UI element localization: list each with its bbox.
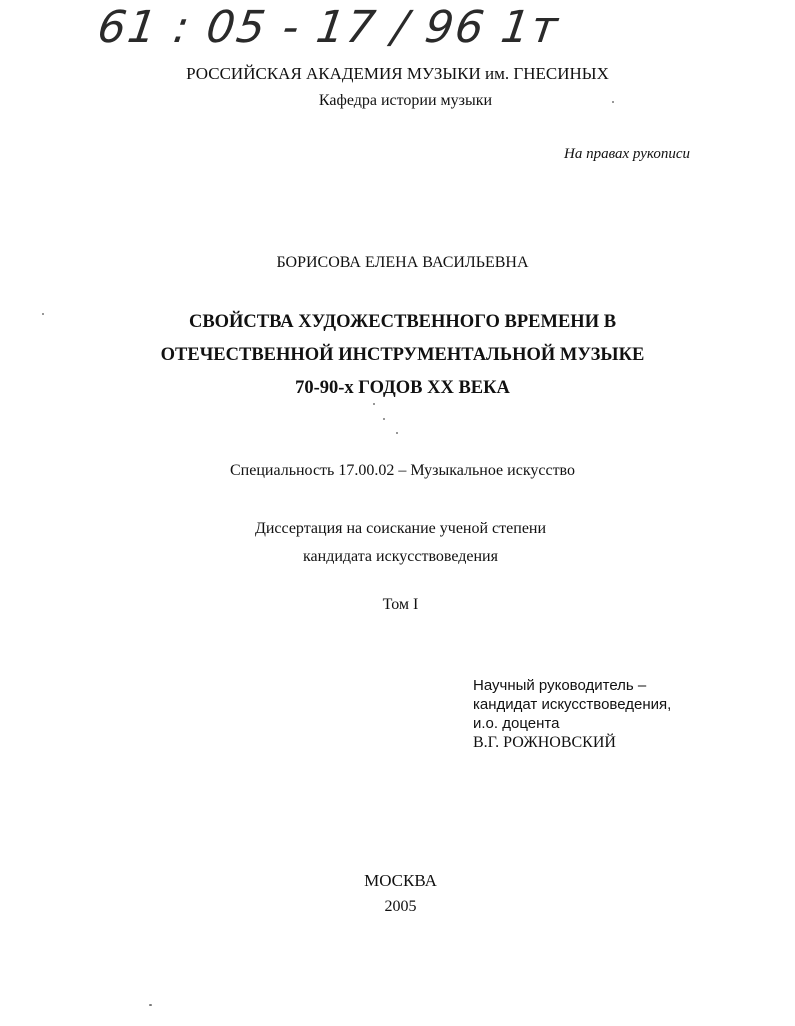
volume-label: Том I [382, 596, 419, 613]
specialty-line: Специальность 17.00.02 – Музыкальное искусство [230, 462, 575, 479]
title-line: ОТЕЧЕСТВЕННОЙ ИНСТРУМЕНТАЛЬНОЙ МУЗЫКЕ [160, 345, 645, 365]
department-name: Кафедра истории музыки [318, 92, 493, 109]
scan-speck [149, 1004, 152, 1006]
rights-note: На правах рукописи [564, 146, 690, 162]
dissertation-type [3, 515, 795, 571]
scan-speck [396, 432, 398, 434]
dissertation-line: кандидата искусствоведения [303, 548, 498, 565]
advisor-line: кандидат искусствоведения, [473, 696, 672, 713]
year: 2005 [384, 898, 417, 915]
advisor-name: В.Г. РОЖНОВСКИЙ [473, 734, 616, 751]
title-line: СВОЙСТВА ХУДОЖЕСТВЕННОГО ВРЕМЕНИ В [188, 312, 617, 332]
dissertation-line: Диссертация на соискание ученой степени [254, 520, 547, 537]
scan-speck [373, 403, 375, 405]
organization-name: РОССИЙСКАЯ АКАДЕМИЯ МУЗЫКИ им. ГНЕСИНЫХ [186, 64, 609, 83]
scan-speck [383, 418, 385, 420]
title-line: 70-90-х ГОДОВ XX ВЕКА [295, 378, 510, 398]
city: МОСКВА [364, 871, 437, 890]
advisor-line: Научный руководитель – [473, 677, 647, 694]
advisor-line: и.о. доцента [473, 715, 560, 732]
advisor-block [473, 676, 671, 752]
scan-speck [612, 101, 614, 103]
scan-speck [42, 313, 44, 315]
author-name: БОРИСОВА ЕЛЕНА ВАСИЛЬЕВНА [276, 254, 529, 271]
dissertation-title [5, 306, 795, 405]
handwritten-catalog-number: 61 : 05 - 17 / 96 1т [94, 2, 563, 53]
